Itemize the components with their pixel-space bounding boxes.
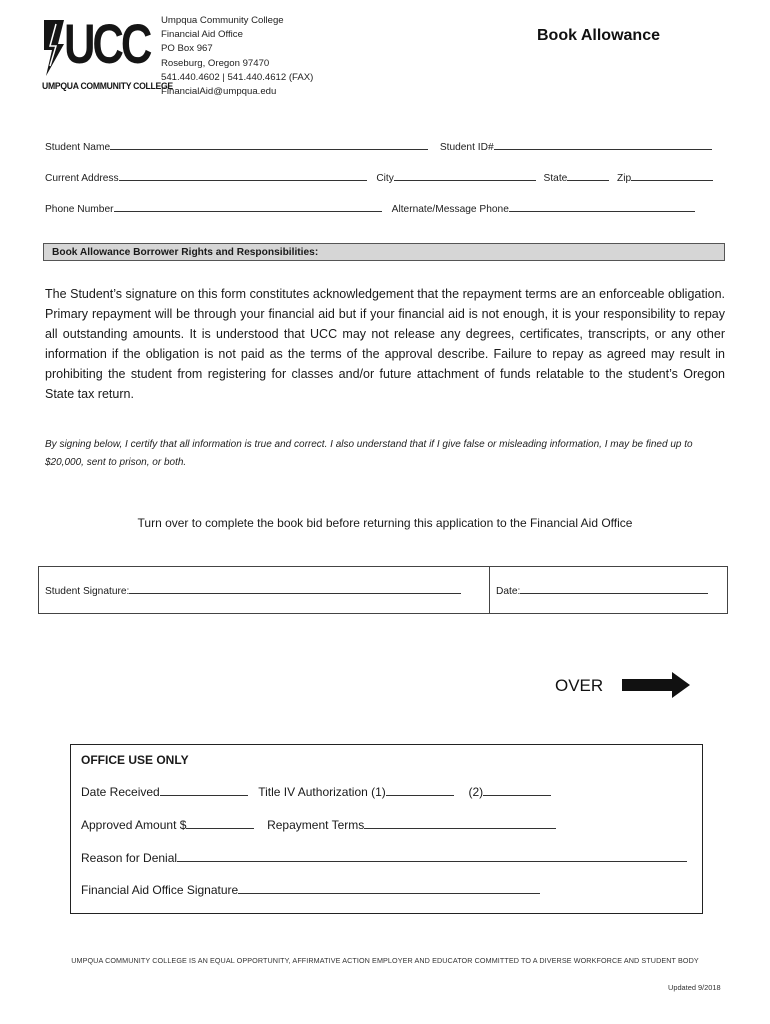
updated-date: Updated 9/2018 bbox=[668, 983, 721, 992]
student-info-row-3 bbox=[45, 202, 695, 215]
signature-box bbox=[38, 566, 728, 614]
over-label: OVER bbox=[555, 676, 604, 695]
alternate-phone-label: Alternate/Message Phone bbox=[391, 204, 509, 215]
address-line: 541.440.4602 | 541.440.4612 (FAX) bbox=[161, 71, 314, 83]
office-row-4 bbox=[81, 883, 540, 897]
zip-label: Zip bbox=[617, 173, 632, 184]
reason-for-denial-field[interactable] bbox=[177, 852, 687, 862]
date-received-label: Date Received bbox=[81, 785, 160, 799]
reason-for-denial-label: Reason for Denial bbox=[81, 851, 178, 865]
current-address-field[interactable] bbox=[119, 171, 367, 181]
phone-number-label: Phone Number bbox=[45, 204, 114, 215]
student-name-field[interactable] bbox=[110, 140, 428, 150]
title-iv-label: Title IV Authorization (1) bbox=[258, 785, 386, 799]
city-field[interactable] bbox=[394, 171, 536, 181]
turn-over-note: Turn over to complete the book bid before returning this application to the Financial Aid Office bbox=[137, 516, 633, 530]
current-address-label: Current Address bbox=[45, 173, 119, 184]
office-row-3 bbox=[81, 851, 687, 865]
ucc-logo bbox=[42, 12, 173, 96]
address-line: Roseburg, Oregon 97470 bbox=[161, 57, 270, 69]
office-use-heading: OFFICE USE ONLY bbox=[81, 753, 189, 767]
signature-divider bbox=[489, 567, 490, 613]
fa-signature-field[interactable] bbox=[238, 884, 540, 894]
office-row-1 bbox=[81, 785, 551, 799]
student-info-row-1 bbox=[45, 140, 712, 153]
student-signature-row bbox=[45, 584, 461, 597]
office-row-2 bbox=[81, 818, 556, 832]
date-row bbox=[496, 584, 708, 597]
state-field[interactable] bbox=[567, 171, 609, 181]
student-signature-label: Student Signature: bbox=[45, 586, 130, 597]
equal-opportunity-footer: UMPQUA COMMUNITY COLLEGE IS AN EQUAL OPPORTUNITY, AFFIRMATIVE ACTION EMPLOYER AND EDUCATOR COMMITTED TO A DIVERSE WORKFORCE AND STUDENT BODY bbox=[71, 956, 699, 965]
student-name-label: Student Name bbox=[45, 142, 111, 153]
alternate-phone-field[interactable] bbox=[509, 202, 695, 212]
title-iv-1-field[interactable] bbox=[386, 786, 454, 796]
repayment-terms-label: Repayment Terms bbox=[267, 818, 365, 832]
address-line: PO Box 967 bbox=[161, 43, 213, 55]
student-info-row-2 bbox=[45, 171, 713, 184]
office-address bbox=[161, 14, 313, 99]
state-label: State bbox=[543, 173, 568, 184]
form-title: Book Allowance bbox=[537, 27, 660, 44]
zip-field[interactable] bbox=[631, 171, 713, 181]
date-received-field[interactable] bbox=[160, 786, 248, 796]
office-use-box bbox=[70, 744, 703, 914]
student-id-field[interactable] bbox=[494, 140, 712, 150]
certification-statement: By signing below, I certify that all information is true and correct. I also understand that if I give false or misleading information, I may be fined up to $20,000, sent to prison, or both. bbox=[45, 439, 693, 468]
address-line: FinancialAid@umpqua.edu bbox=[161, 86, 277, 98]
logo-college-name: UMPQUA COMMUNITY COLLEGE bbox=[42, 80, 173, 91]
student-id-label: Student ID# bbox=[439, 142, 494, 153]
address-line: Umpqua Community College bbox=[161, 15, 284, 26]
lightning-bolt-icon bbox=[42, 18, 66, 78]
date-field[interactable] bbox=[520, 584, 708, 594]
phone-number-field[interactable] bbox=[114, 202, 382, 212]
student-signature-field[interactable] bbox=[129, 584, 461, 594]
approved-amount-field[interactable] bbox=[186, 819, 254, 829]
rights-section-heading: Book Allowance Borrower Rights and Responsibilities: bbox=[43, 243, 725, 261]
fa-signature-label: Financial Aid Office Signature bbox=[81, 883, 239, 897]
approved-amount-label: Approved Amount $ bbox=[81, 818, 187, 832]
date-label: Date: bbox=[496, 586, 521, 597]
city-label: City bbox=[376, 173, 394, 184]
address-line: Financial Aid Office bbox=[161, 29, 243, 41]
right-arrow-icon bbox=[620, 670, 692, 700]
title-iv-2-label: (2) bbox=[468, 785, 484, 799]
title-iv-2-field[interactable] bbox=[483, 786, 551, 796]
logo-initials: UCC bbox=[64, 12, 150, 75]
terms-paragraph: The Student’s signature on this form constitutes acknowledgement that the repayment terms are an enforceable obligation. Primary repayment will be through your financial aid but if your financial aid is not enough, it is your responsibility to repay all outstanding amounts. It is understood that UCC may not release any degrees, certificates, transcripts, or any other information if the obligation is not paid as the terms of the approval describe. Failure to repay as agreed may result in prohibiting the student from registering for classes and/or future attachment of funds relatable to the student’s Oregon State tax return. bbox=[45, 287, 725, 401]
repayment-terms-field[interactable] bbox=[364, 819, 556, 829]
